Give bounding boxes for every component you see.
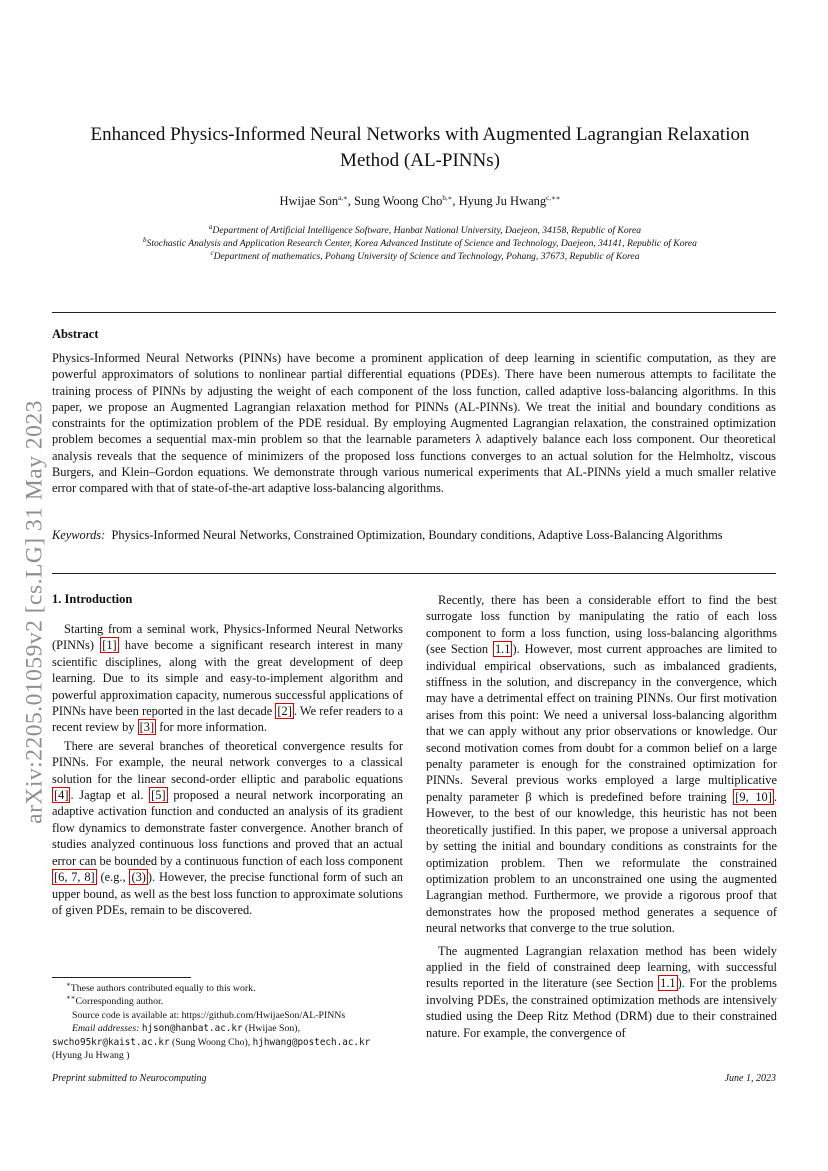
affiliation-sup: b xyxy=(143,235,147,244)
footnote-emails: swcho95kr@kaist.ac.kr (Sung Woong Cho), hjhwang@postech.ac.kr xyxy=(52,1036,371,1048)
affiliation xyxy=(55,237,785,251)
paragraph: The augmented Lagrangian relaxation method has been widely applied in the field of constrained deep learning, with successful results reported in the literature (see Section 1.1 ). For the problems involving PDEs, the constrained optimization methods are intensively studied using the Deep Ritz Method (DRM) due to their constrained nature. For example, the convergence of xyxy=(426,943,777,1040)
citation-link[interactable]: [6, 7, 8] xyxy=(54,870,95,885)
title-line-1: Enhanced Physics-Informed Neural Networks with Augmented Lagrangian Relaxation xyxy=(90,124,750,145)
affiliation-text: Department of mathematics, Pohang University of Science and Technology, Pohang, 37673, Republic of Korea xyxy=(213,251,640,262)
email-link[interactable]: hjson@hanbat.ac.kr xyxy=(141,1023,243,1035)
citation-link[interactable]: [1] xyxy=(102,638,117,653)
section-link[interactable]: 1.1 xyxy=(660,976,676,991)
affiliation-text: Stochastic Analysis and Application Research Center, Korea Advanced Institute of Science and Technology, Daejeon, 34141, Republic of Korea xyxy=(146,238,697,249)
paragraph: There are several branches of theoretical convergence results for PINNs. For example, the neural network converges to a classical solution for the linear second-order elliptic and parabolic equations [4] . Jagtap et al. [5] proposed a neural network incorporating an adaptive activation function and conducted an analysis of its gradient flow dynamics to demonstrate faster convergence. Another branch of studies analyzed continuous loss functions and proved that an actual error can be bounded by a continuous function of each loss component [6, 7, 8] (e.g., (3) ). However, the precise functional form of such an upper bound, as well as the best loss function to approximate solutions of given PDEs, remain to be discovered. xyxy=(52,738,403,917)
footnote: ∗These authors contributed equally to this work. xyxy=(66,980,256,994)
affiliation-text: Department of Artificial Intelligence Software, Hanbat National University, Daejeon, 34158, Republic of Korea xyxy=(212,225,642,236)
equation-link[interactable]: (3) xyxy=(131,870,146,885)
section-heading: 1. Introduction xyxy=(52,592,133,606)
keywords-text: Physics-Informed Neural Networks, Constrained Optimization, Boundary conditions, Adaptive Loss-Balancing Algorithms xyxy=(111,528,723,542)
footnote-emails: Email addresses: hjson@hanbat.ac.kr (Hwijae Son), xyxy=(72,1023,301,1035)
affiliation-sup: a xyxy=(208,222,213,231)
affiliation xyxy=(60,224,790,238)
author-name: Sung Woong Cho xyxy=(354,194,443,208)
left-column xyxy=(52,621,403,918)
citation-link[interactable]: [5] xyxy=(151,788,166,803)
footer-journal: Preprint submitted to Neurocomputing xyxy=(52,1073,207,1084)
paper-title xyxy=(60,122,780,174)
abstract-text: Physics-Informed Neural Networks (PINNs) have become a prominent application of deep learning in scientific computation, as they are powerful approximators of solutions to nonlinear partial differential equations (PDEs). There have been numerous attempts to facilitate the training process of PINNs by adjusting the weight of each component of the loss function, called adaptive loss-balancing algorithms. In this paper, we propose an Augmented Lagrangian relaxation method for PINNs (AL-PINNs). We treat the initial and boundary conditions as constraints for the optimization problem of the PDE residual. By employing Augmented Lagrangian relaxation, the constrained optimization problem becomes a sequential max-min problem so that the learnable parameters λ adaptively balance each loss component. Our theoretical analysis reveals that the sequence of minimizers of the proposed loss functions converges to an actual solution for the Helmholtz, viscous Burgers, and Klein–Gordon equations. We demonstrate through various numerical experiments that AL-PINNs yield a much smaller relative error compared with that of state-of-the-art adaptive loss-balancing algorithms. xyxy=(52,351,776,496)
divider xyxy=(52,573,776,574)
arxiv-stamp xyxy=(20,352,50,872)
right-column xyxy=(426,592,777,1041)
author-sup: a,∗ xyxy=(338,193,348,202)
citation-link[interactable]: [3] xyxy=(139,720,155,735)
divider xyxy=(52,312,776,313)
email-link[interactable]: swcho95kr@kaist.ac.kr xyxy=(52,1036,170,1048)
footnotes xyxy=(52,982,403,1062)
author-list: Hwijae Son$^{a,∗}$, Sung Woong Cho$^{b,∗}$, Hyung Ju Hwang$^{c,∗∗}$ xyxy=(279,193,561,208)
arxiv-id: arXiv:2205.01059v2 [cs.LG] 31 May 2023 xyxy=(21,400,48,824)
footnote-emails: (Hyung Ju Hwang ) xyxy=(52,1050,130,1062)
footnote-source: Source code is available at: https://github.com/HwijaeSon/AL-PINNs xyxy=(72,1009,346,1021)
citation-link[interactable]: [4] xyxy=(54,788,69,803)
footnote: ∗∗Corresponding author. xyxy=(66,994,164,1008)
title-line-2: Method (AL-PINNs) xyxy=(340,150,500,171)
footnote-rule xyxy=(52,977,191,978)
email-link[interactable]: hjhwang@postech.ac.kr xyxy=(252,1036,371,1048)
affiliation xyxy=(60,250,790,264)
footer-date: June 1, 2023 xyxy=(724,1073,776,1084)
paragraph: Starting from a seminal work, Physics-Informed Neural Networks (PINNs) [1] have become a significant research interest in many scientific disciplines, along with the great development of deep learning. Due to its simple and easy-to-implement algorithm and powerful approximation capacity, numerous successful applications of PINNs have been reported in the last decade [2] . We refer readers to a recent review by [3] for more information. xyxy=(52,622,403,735)
keywords xyxy=(52,527,776,543)
author-name: Hwijae Son xyxy=(279,194,339,208)
author-name: Hyung Ju Hwang xyxy=(458,194,547,208)
paragraph: Recently, there has been a considerable effort to find the best surrogate loss function by manipulating the ratio of each loss component to form a loss function, using loss-balancing algorithms (see Section 1.1 ). However, most current approaches are limited to individual empirical observations, such as imbalanced gradients, stiffness in the solution, and discrepancy in the convergence, which may have a detrimental effect on training PINNs. Our first motivation arises from this point: We need a universal loss-balancing algorithm that we can apply without any prior observations or knowledge. Our second motivation comes from doubt for a common belief on a large penalty parameter is enough for the constrained optimization for PINNs. Several previous works employed a large multiplicative penalty parameter β which is predefined before training [9, 10] . However, to the best of our knowledge, this heuristic has not been theoretically justified. In this paper, we propose a universal approach by setting the initial and boundary conditions as constraints for the optimization problem. Then we reformulate the constrained optimization problem to an unconstrained one using the augmented Lagrangian method. Furthermore, we provide a rigorous proof that demonstrates how the proposed method generates a sequence of neural networks that converge to the true solution. xyxy=(426,593,778,936)
abstract-heading: Abstract xyxy=(52,327,99,341)
author-sup: c,∗∗ xyxy=(546,193,561,202)
keywords-label: Keywords: xyxy=(52,528,106,542)
citation-link[interactable]: [9, 10] xyxy=(735,789,772,804)
citation-link[interactable]: [2] xyxy=(277,704,292,719)
author-sup: b,∗ xyxy=(442,193,453,202)
section-link[interactable]: 1.1 xyxy=(494,642,511,657)
affiliation-sup: c xyxy=(210,248,214,257)
